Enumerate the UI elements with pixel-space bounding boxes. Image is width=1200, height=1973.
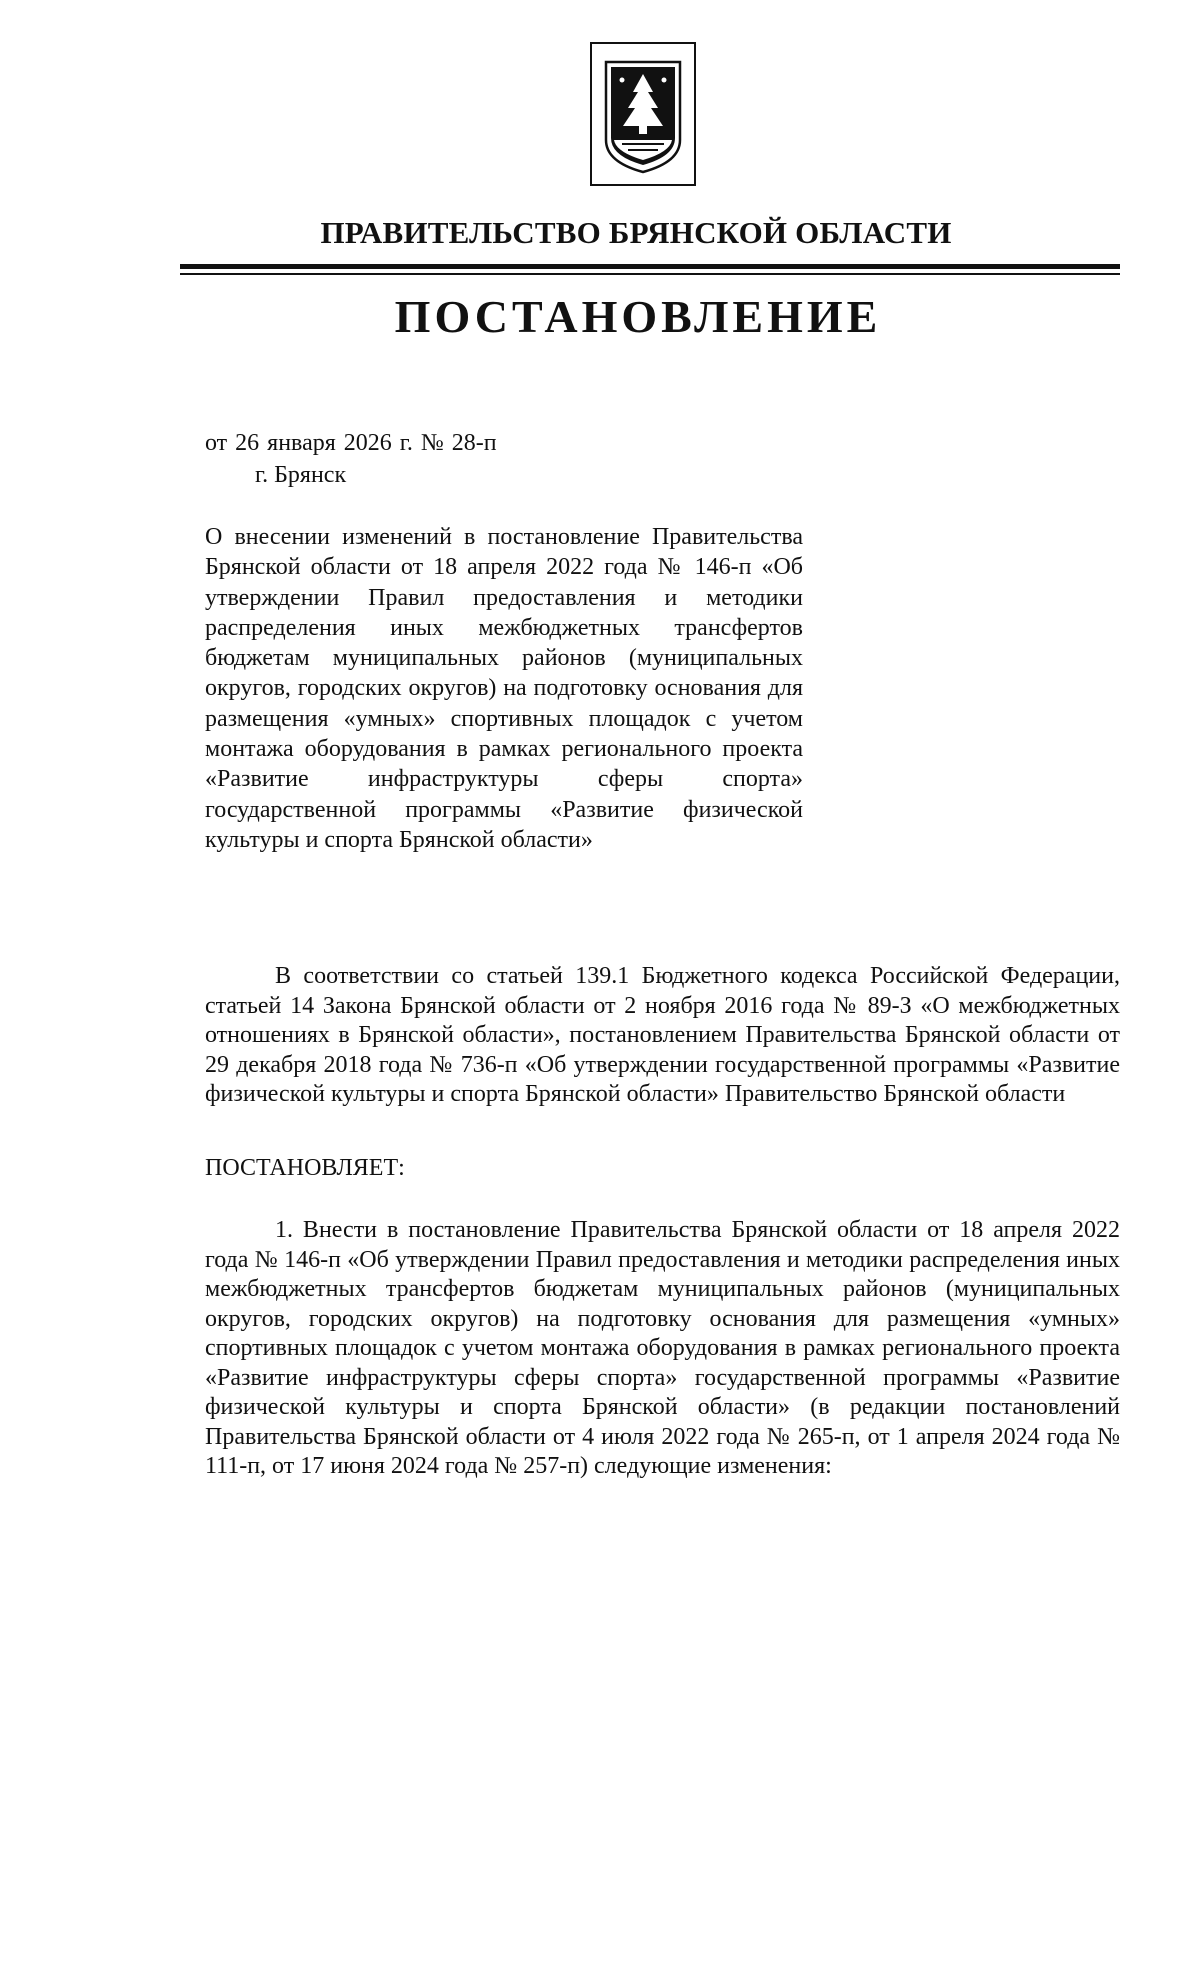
item-1-paragraph: 1. Внести в постановление Правительства Брянской области от 18 апреля 2022 года № 146-п «Об утверждении Правил предоставления и методики распределения иных межбюджетных трансфертов бюджетам муниципальных районов (муниципальных округов, городских округов) на подготовку основания для размещения «умных» спортивных площадок с учетом монтажа оборудования в рамках регионального проекта «Развитие инфраструктуры сферы спорта» государственной программы «Развитие физической культуры и спорта Брянской области» (в редакции постановлений Правительства Брянской области от 4 июля 2022 года № 265-п, от 1 апреля 2024 года № 111-п, от 17 июня 2024 года № 257-п) следующие изменения: [205,1217,1120,1479]
header-rule-thin [180,273,1120,275]
preamble-paragraph: В соответствии со статьей 139.1 Бюджетного кодекса Российской Федерации, статьей 14 Закона Брянской области от 2 ноября 2016 года № 89-З «О межбюджетных отношениях в Брянской области», постановлением Правительства Брянской области от 29 декабря 2018 года № 736-п «Об утверждении государственной программы «Развитие физической культуры и спорта Брянской области» Правительство Брянской области [205,963,1120,1107]
document-city: г. Брянск [255,462,347,488]
government-name: ПРАВИТЕЛЬСТВО БРЯНСКОЙ ОБЛАСТИ [320,215,952,250]
document-date-number: от 26 января 2026 г. № 28-п [205,430,497,456]
document-subject: О внесении изменений в постановление Правительства Брянской области от 18 апреля 2022 года № 146-п «Об утверждении Правил предоставления и методики распределения иных межбюджетных трансфертов бюджетам муниципальных районов (муниципальных округов, городских округов) на подготовку основания для размещения «умных» спортивных площадок с учетом монтажа оборудования в рамках регионального проекта «Развитие инфраструктуры сферы спорта» государственной программы «Развитие физической культуры и спорта Брянской области» [205,524,803,853]
coat-of-arms-icon [590,42,696,186]
document-type-heading: ПОСТАНОВЛЕНИЕ [394,291,882,342]
header-rule-thick [180,264,1120,269]
decree-word: ПОСТАНОВЛЯЕТ: [205,1155,405,1181]
